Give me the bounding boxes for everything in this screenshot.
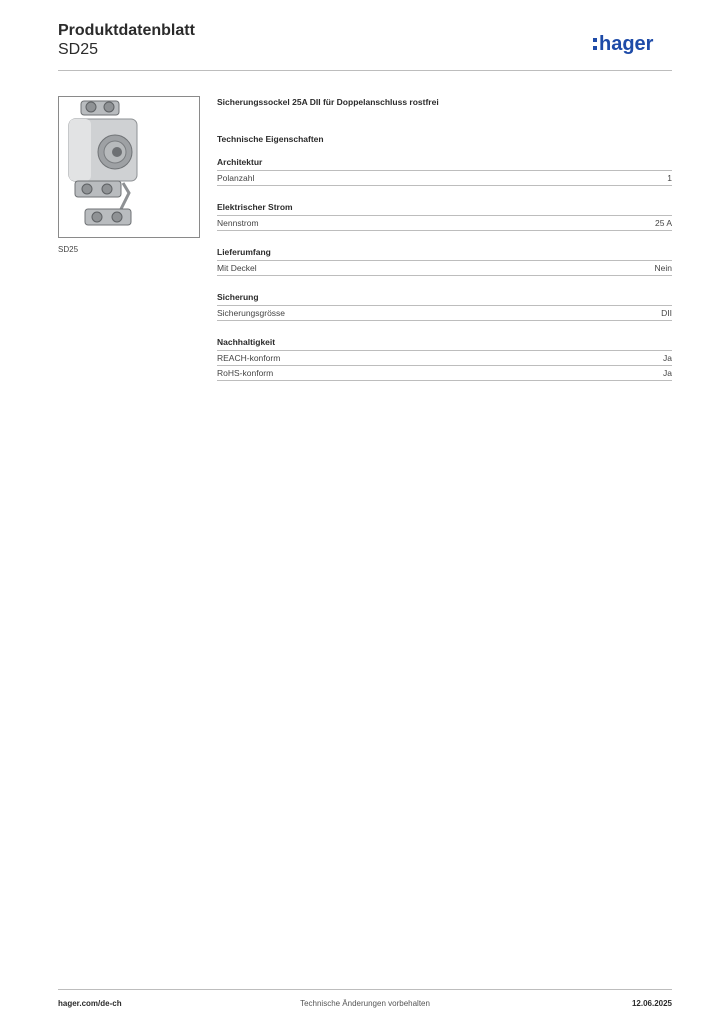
- property-value: 1: [667, 173, 672, 183]
- document-title: Produktdatenblatt: [58, 22, 195, 39]
- property-value: Ja: [663, 368, 672, 378]
- fuse-base-illustration: [59, 97, 199, 237]
- property-value: Nein: [654, 263, 672, 273]
- property-label: REACH-konform: [217, 353, 281, 363]
- property-row: [217, 171, 672, 186]
- property-value: 25 A: [654, 218, 672, 228]
- technical-properties-heading: Technische Eigenschaften: [217, 134, 324, 144]
- logo-wordmark: hager: [599, 33, 654, 55]
- group-architektur: [217, 157, 672, 186]
- property-row: [217, 366, 672, 381]
- image-caption: SD25: [58, 245, 79, 254]
- property-label: Sicherungsgrösse: [217, 308, 286, 318]
- group-nachhaltigkeit: [217, 337, 672, 381]
- page-footer: [58, 989, 672, 1010]
- product-code: SD25: [58, 41, 99, 58]
- property-value: DII: [661, 308, 672, 318]
- product-image: [58, 96, 200, 238]
- group-title: Nachhaltigkeit: [217, 337, 672, 351]
- property-row: [217, 351, 672, 366]
- product-details: [217, 97, 672, 381]
- group-title: Elektrischer Strom: [217, 202, 672, 216]
- property-value: Ja: [663, 353, 672, 363]
- property-row: [217, 261, 672, 276]
- group-lieferumfang: [217, 247, 672, 276]
- website-link[interactable]: hager.com/de-ch: [58, 999, 122, 1008]
- group-elektrischer-strom: [217, 202, 672, 231]
- property-label: RoHS-konform: [217, 368, 274, 378]
- disclaimer: Technische Änderungen vorbehalten: [300, 999, 430, 1008]
- page-header: [58, 22, 672, 71]
- group-title: Architektur: [217, 157, 672, 171]
- property-row: [217, 216, 672, 231]
- property-label: Mit Deckel: [217, 263, 257, 273]
- property-label: Polanzahl: [217, 173, 255, 183]
- hager-logo: [592, 28, 672, 58]
- document-date: 12.06.2025: [631, 999, 672, 1008]
- group-title: Sicherung: [217, 292, 672, 306]
- product-name: Sicherungssockel 25A DII für Doppelanschluss rostfrei: [217, 97, 439, 107]
- group-sicherung: [217, 292, 672, 321]
- group-title: Lieferumfang: [217, 247, 672, 261]
- property-label: Nennstrom: [217, 218, 259, 228]
- property-row: [217, 306, 672, 321]
